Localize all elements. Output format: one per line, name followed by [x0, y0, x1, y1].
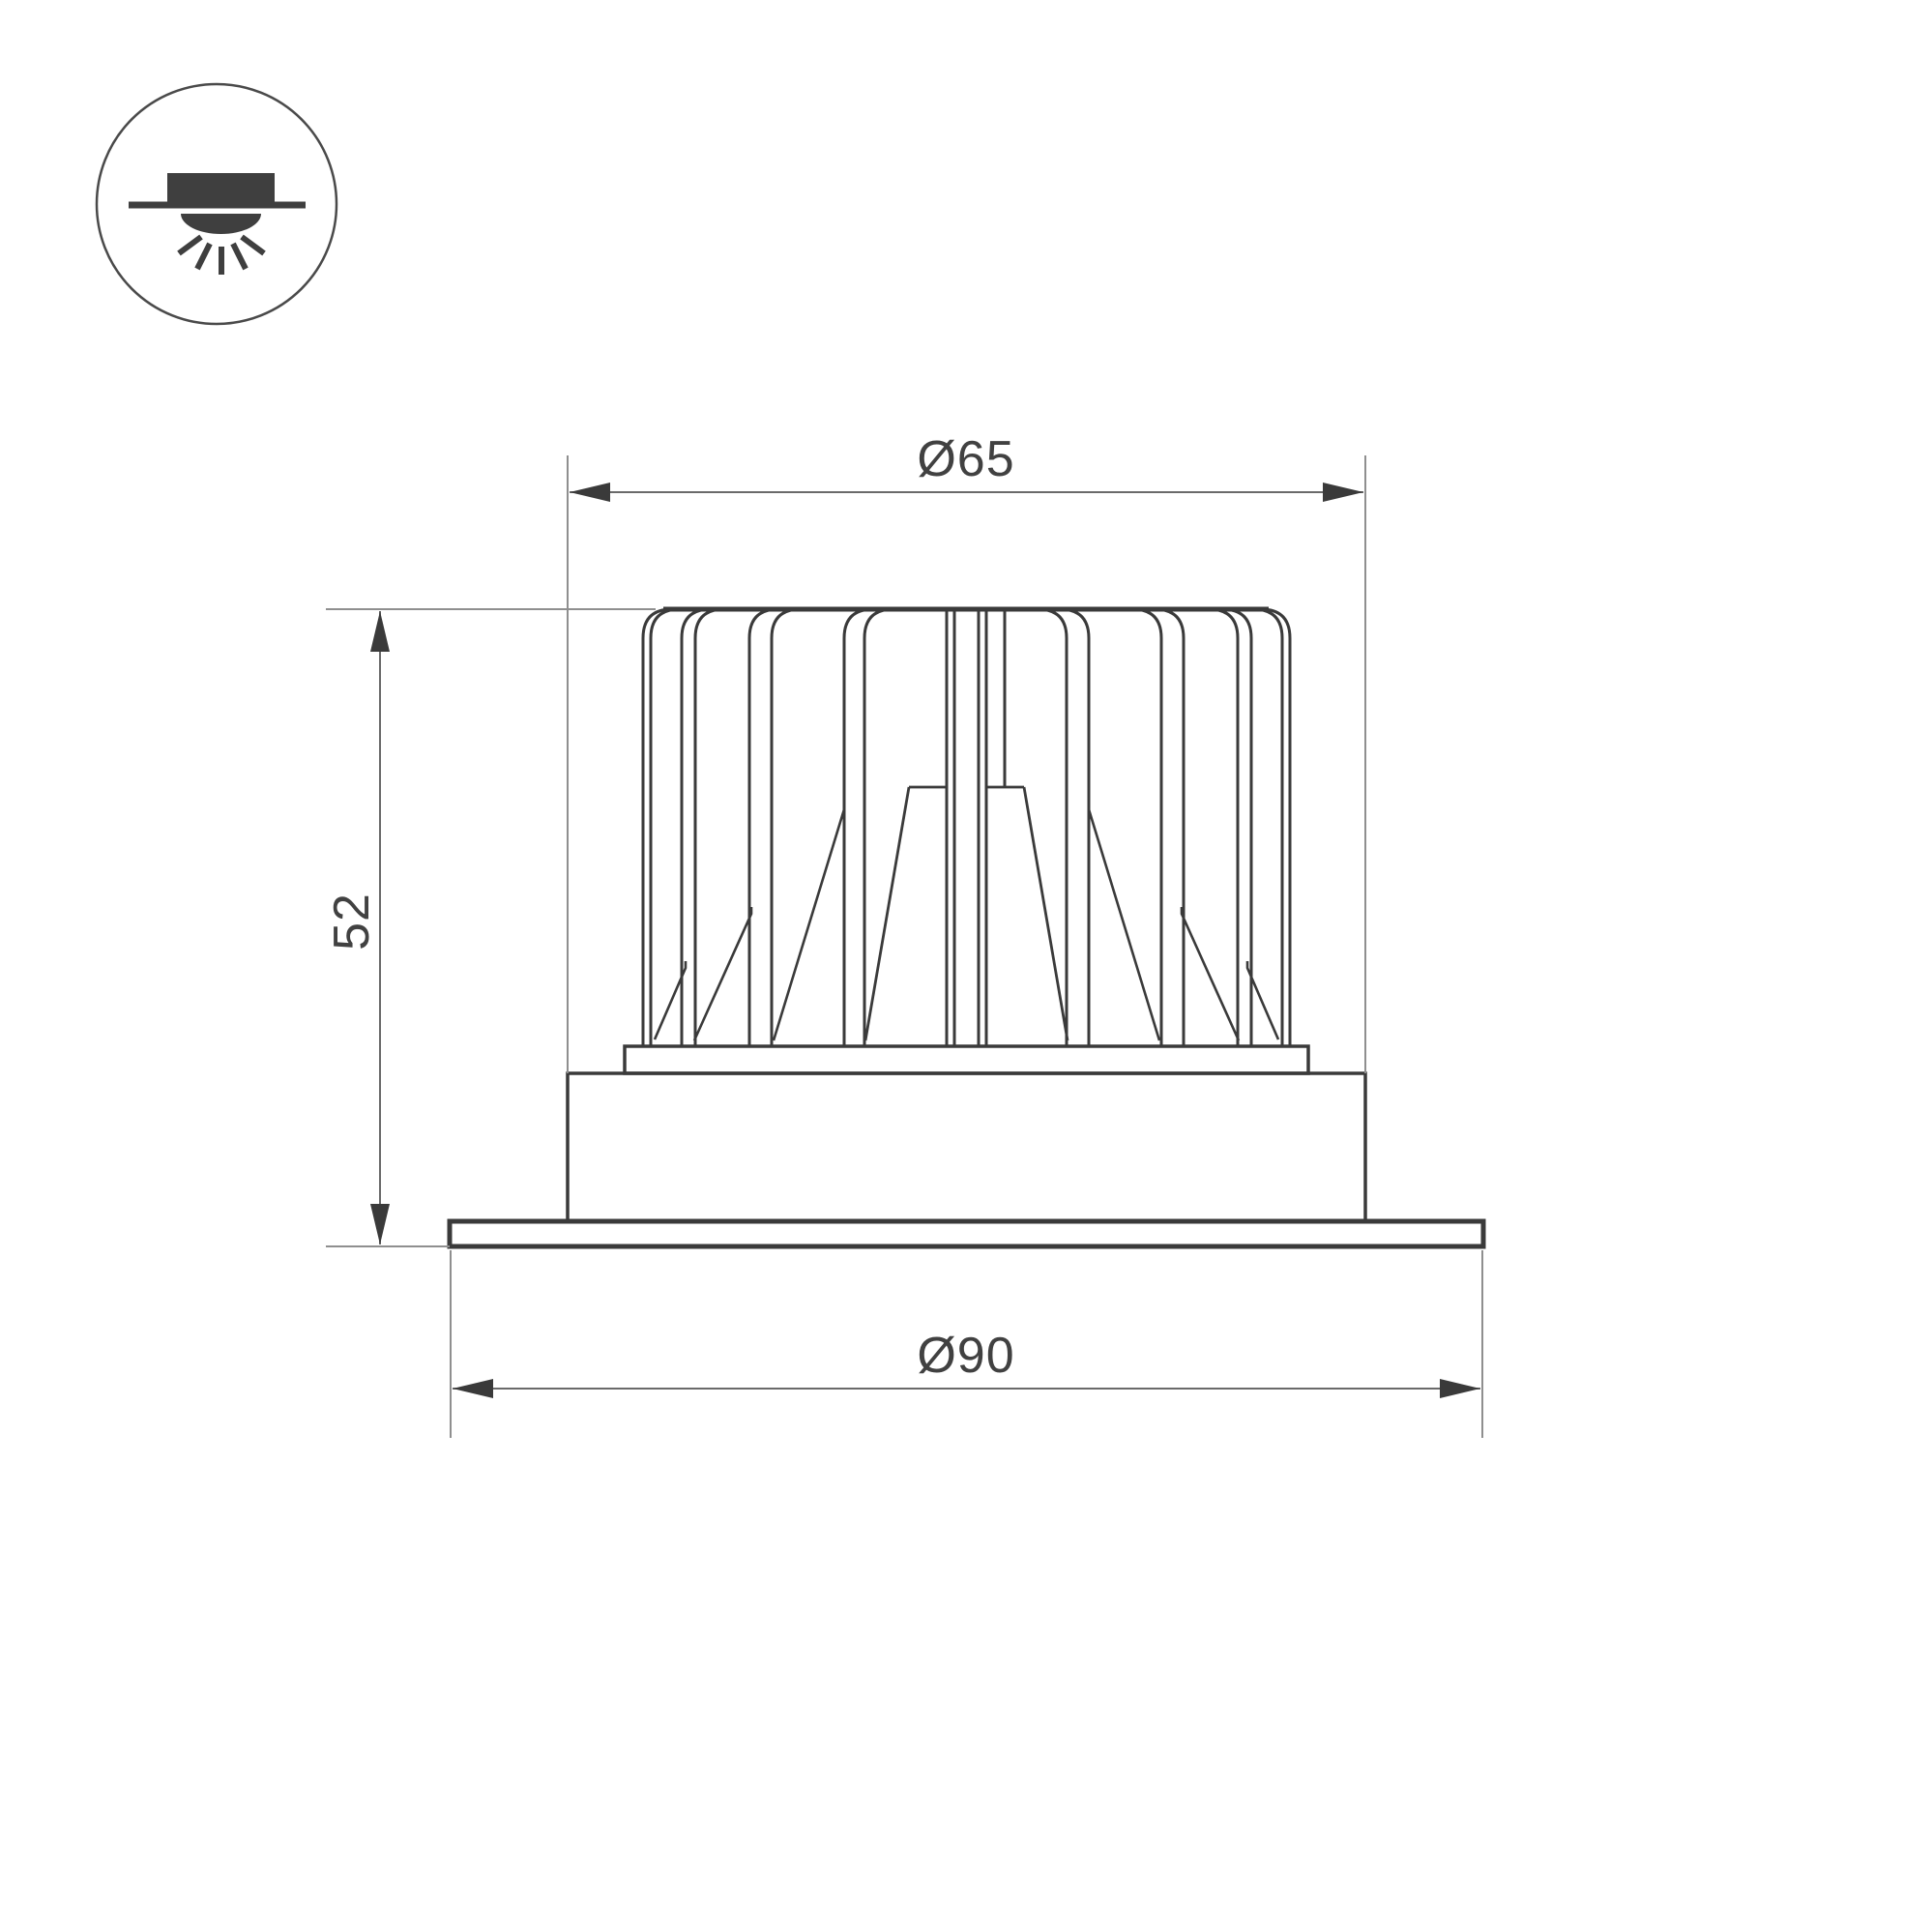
fin-line: [1261, 609, 1290, 1046]
fin-line: [749, 609, 778, 1046]
fin-line: [1060, 609, 1089, 1046]
arrowhead-left: [453, 1379, 493, 1398]
heatsink-fins-center: [947, 609, 1005, 1046]
fin-line: [1132, 609, 1161, 1046]
fin-line: [1038, 609, 1067, 1046]
dimension-label-flange-diameter: Ø90: [917, 1328, 1015, 1384]
recessed-downlight-mounting-icon: [97, 84, 337, 324]
dimension-height: [324, 609, 656, 1246]
fin-edge-diagonal: [1182, 907, 1239, 1040]
arrowhead-up: [370, 611, 390, 652]
lamp-body: [568, 1073, 1365, 1221]
arrowhead-right: [1440, 1379, 1480, 1398]
dimension-top-diameter: [568, 431, 1365, 1073]
fin-line: [864, 609, 893, 1046]
dimension-label-top-diameter: Ø65: [917, 431, 1015, 487]
heatsink-base-plate: [625, 1046, 1308, 1073]
fin-line: [643, 609, 672, 1046]
arrowhead-right: [1323, 483, 1363, 502]
arrowhead-left: [570, 483, 610, 502]
dimension-label-height: 52: [324, 893, 380, 951]
fin-line: [1155, 609, 1184, 1046]
fin-line: [844, 609, 873, 1046]
reflector-cavity-outline: [865, 787, 1068, 1040]
fixture-front-view: [450, 609, 1483, 1246]
fin-edge-diagonal: [774, 802, 844, 1040]
icon-fixture-body-glyph: [167, 173, 275, 205]
fin-line: [651, 609, 680, 1046]
trim-flange: [450, 1221, 1483, 1246]
cavity-slant-edge: [865, 787, 909, 1040]
dimension-flange-diameter: [451, 1250, 1482, 1438]
fin-edge-diagonal: [1089, 802, 1159, 1040]
arrowhead-down: [370, 1204, 390, 1244]
fin-line: [772, 609, 801, 1046]
fin-edge-diagonal: [694, 907, 751, 1040]
cavity-slant-edge: [1024, 787, 1068, 1040]
fin-line: [1253, 609, 1282, 1046]
